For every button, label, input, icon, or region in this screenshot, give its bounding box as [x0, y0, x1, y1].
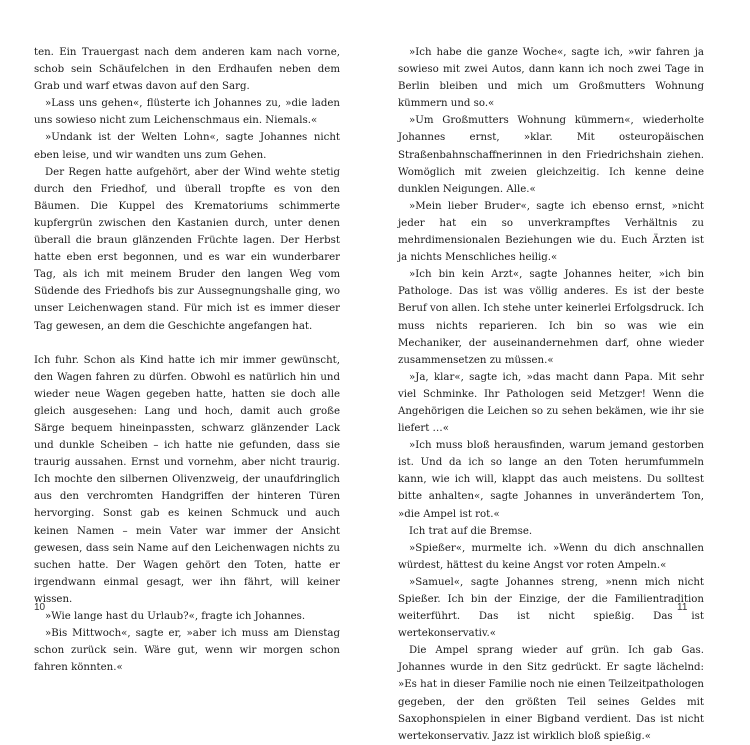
paragraph: »Bis Mittwoch«, sagte er, »aber ich muss am Dienstag schon zurück sein. Wäre gut, wenn wir morgen schon fahren könnten.«	[34, 628, 340, 674]
paragraph: »Um Großmutters Wohnung kümmern«, wiederholte Johannes ernst, »klar. Mit osteuropäischen Straßenbahnschaffnerinnen in den Friedrichshain ziehen. Womöglich mit zweien gleichzeitig. Ich kenne deine dunklen Neigungen. Alle.«	[398, 115, 704, 195]
paragraph: ten. Ein Trauergast nach dem anderen kam nach vorne, schob sein Schäufelchen in den Erdhaufen neben dem Grab und warf etwas davon auf den Sarg.	[34, 47, 340, 93]
paragraph: Ich fuhr. Schon als Kind hatte ich mir immer gewünscht, den Wagen fahren zu dürfen. Obwohl es natürlich hin und wieder neue Wagen gegeben hatte, hatten sie doch alle gleich ausgesehen: Lang und hoch, damit auch große Särge bequem hineinpassten, schwarz glänzender Lack und dunkle Scheiben – ich hatte nie gefunden, dass sie traurig aussahen. Ernst und vornehm, aber nicht traurig. Ich mochte den silbernen Olivenzweig, der unaufdringlich aus den verchromten Handgriffen der hinteren Türen hervorging. Sonst gab es keinen Schmuck und auch keinen Namen – mein Vater war immer der Ansicht gewesen, dass sein Name auf den Leichenwagen nichts zu suchen hatte. Der Wagen gehört den Toten, hatte er irgendwann einmal gesagt, wer ihn fährt, will keiner wissen.	[34, 354, 340, 605]
paragraph: Der Regen hatte aufgehört, aber der Wind wehte stetig durch den Friedhof, und überall tropfte es von den Bäumen. Die Kuppel des Krematoriums schimmerte kupfergrün zwischen den Kastanien durch, unter denen überall die braun glänzenden Früchte lagen. Der Herbst hatte eben erst begonnen, und es war ein wunderbarer Tag, als ich mit meinem Bruder den langen Weg vom Südende des Friedhofs bis zur Aussegnungshalle ging, wo unser Leichenwagen stand. Für mich ist es immer dieser Tag gewesen, an dem die Geschichte angefangen hat.	[34, 166, 340, 332]
paragraph: »Undank ist der Welten Lohn«, sagte Johannes nicht eben leise, und wir wandten uns zum Gehen.	[34, 132, 340, 161]
paragraph: »Samuel«, sagte Johannes streng, »nenn mich nicht Spießer. Ich bin der Einzige, der die Familientradition weiterführt. Das ist nicht spießig. Das ist wertekonservativ.«	[398, 576, 704, 640]
paragraph: »Spießer«, murmelte ich. »Wenn du dich anschnallen würdest, hättest du keine Angst vor roten Ampeln.«	[398, 542, 704, 571]
paragraph: »Ich muss bloß herausfinden, warum jemand gestorben ist. Und da ich so lange an den Toten herumfummeln kann, wie ich will, klappt das auch meistens. Du solltest bitte anhalten«, sagte Johannes in unverändertem Ton, »die Ampel ist rot.«	[398, 440, 704, 520]
paragraph: »Ich bin kein Arzt«, sagte Johannes heiter, »ich bin Pathologe. Das ist was völlig anderes. Es ist der beste Beruf von allen. Ich stehe unter keinerlei Erfolgsdruck. Ich muss nichts reparieren. Ich bin so was wie ein Mechaniker, der auseinandernehmen darf, ohne wieder zusammensetzen zu müssen.«	[398, 269, 704, 366]
paragraph: »Mein lieber Bruder«, sagte ich ebenso ernst, »nicht jeder hat ein so unverkrampftes Verhältnis zu mehrdimensionalen Beziehungen wie du. Euch Ärzten ist ja nichts Menschliches heilig.«	[398, 200, 704, 264]
page-number-left: 10	[34, 602, 46, 613]
paragraph: »Ich habe die ganze Woche«, sagte ich, »wir fahren ja sowieso mit zwei Autos, dann kann ich noch zwei Tage in Berlin bleiben und mich um Großmutters Wohnung kümmern und so.«	[398, 47, 704, 110]
page-number-right: 11	[677, 602, 688, 613]
paragraph: Die Ampel sprang wieder auf grün. Ich gab Gas. Johannes wurde in den Sitz gedrückt. Er sagte lächelnd: »Es hat in dieser Familie noch nie einen Teilzeitpathologen gegeben, der den größten Teil seines Geldes mit Saxophonspielen in einer Bigband verdient. Das ist nicht wertekonservativ. Jazz ist wirklich bloß spießig.«	[398, 645, 704, 742]
paragraph: »Ja, klar«, sagte ich, »das macht dann Papa. Mit sehr viel Schminke. Ihr Pathologen seid Metzger! Wenn die Angehörigen die Leichen so zu sehen bekämen, wie ihr sie liefert …«	[398, 371, 704, 435]
paragraph: Ich trat auf die Bremse.	[409, 525, 533, 537]
paragraph: »Wie lange hast du Urlaub?«, fragte ich Johannes.	[45, 611, 306, 622]
left-page	[34, 44, 340, 676]
paragraph: »Lass uns gehen«, flüsterte ich Johannes zu, »die laden uns sowieso nicht zum Leichenschmaus ein. Niemals.«	[34, 98, 340, 127]
right-page	[398, 44, 704, 745]
